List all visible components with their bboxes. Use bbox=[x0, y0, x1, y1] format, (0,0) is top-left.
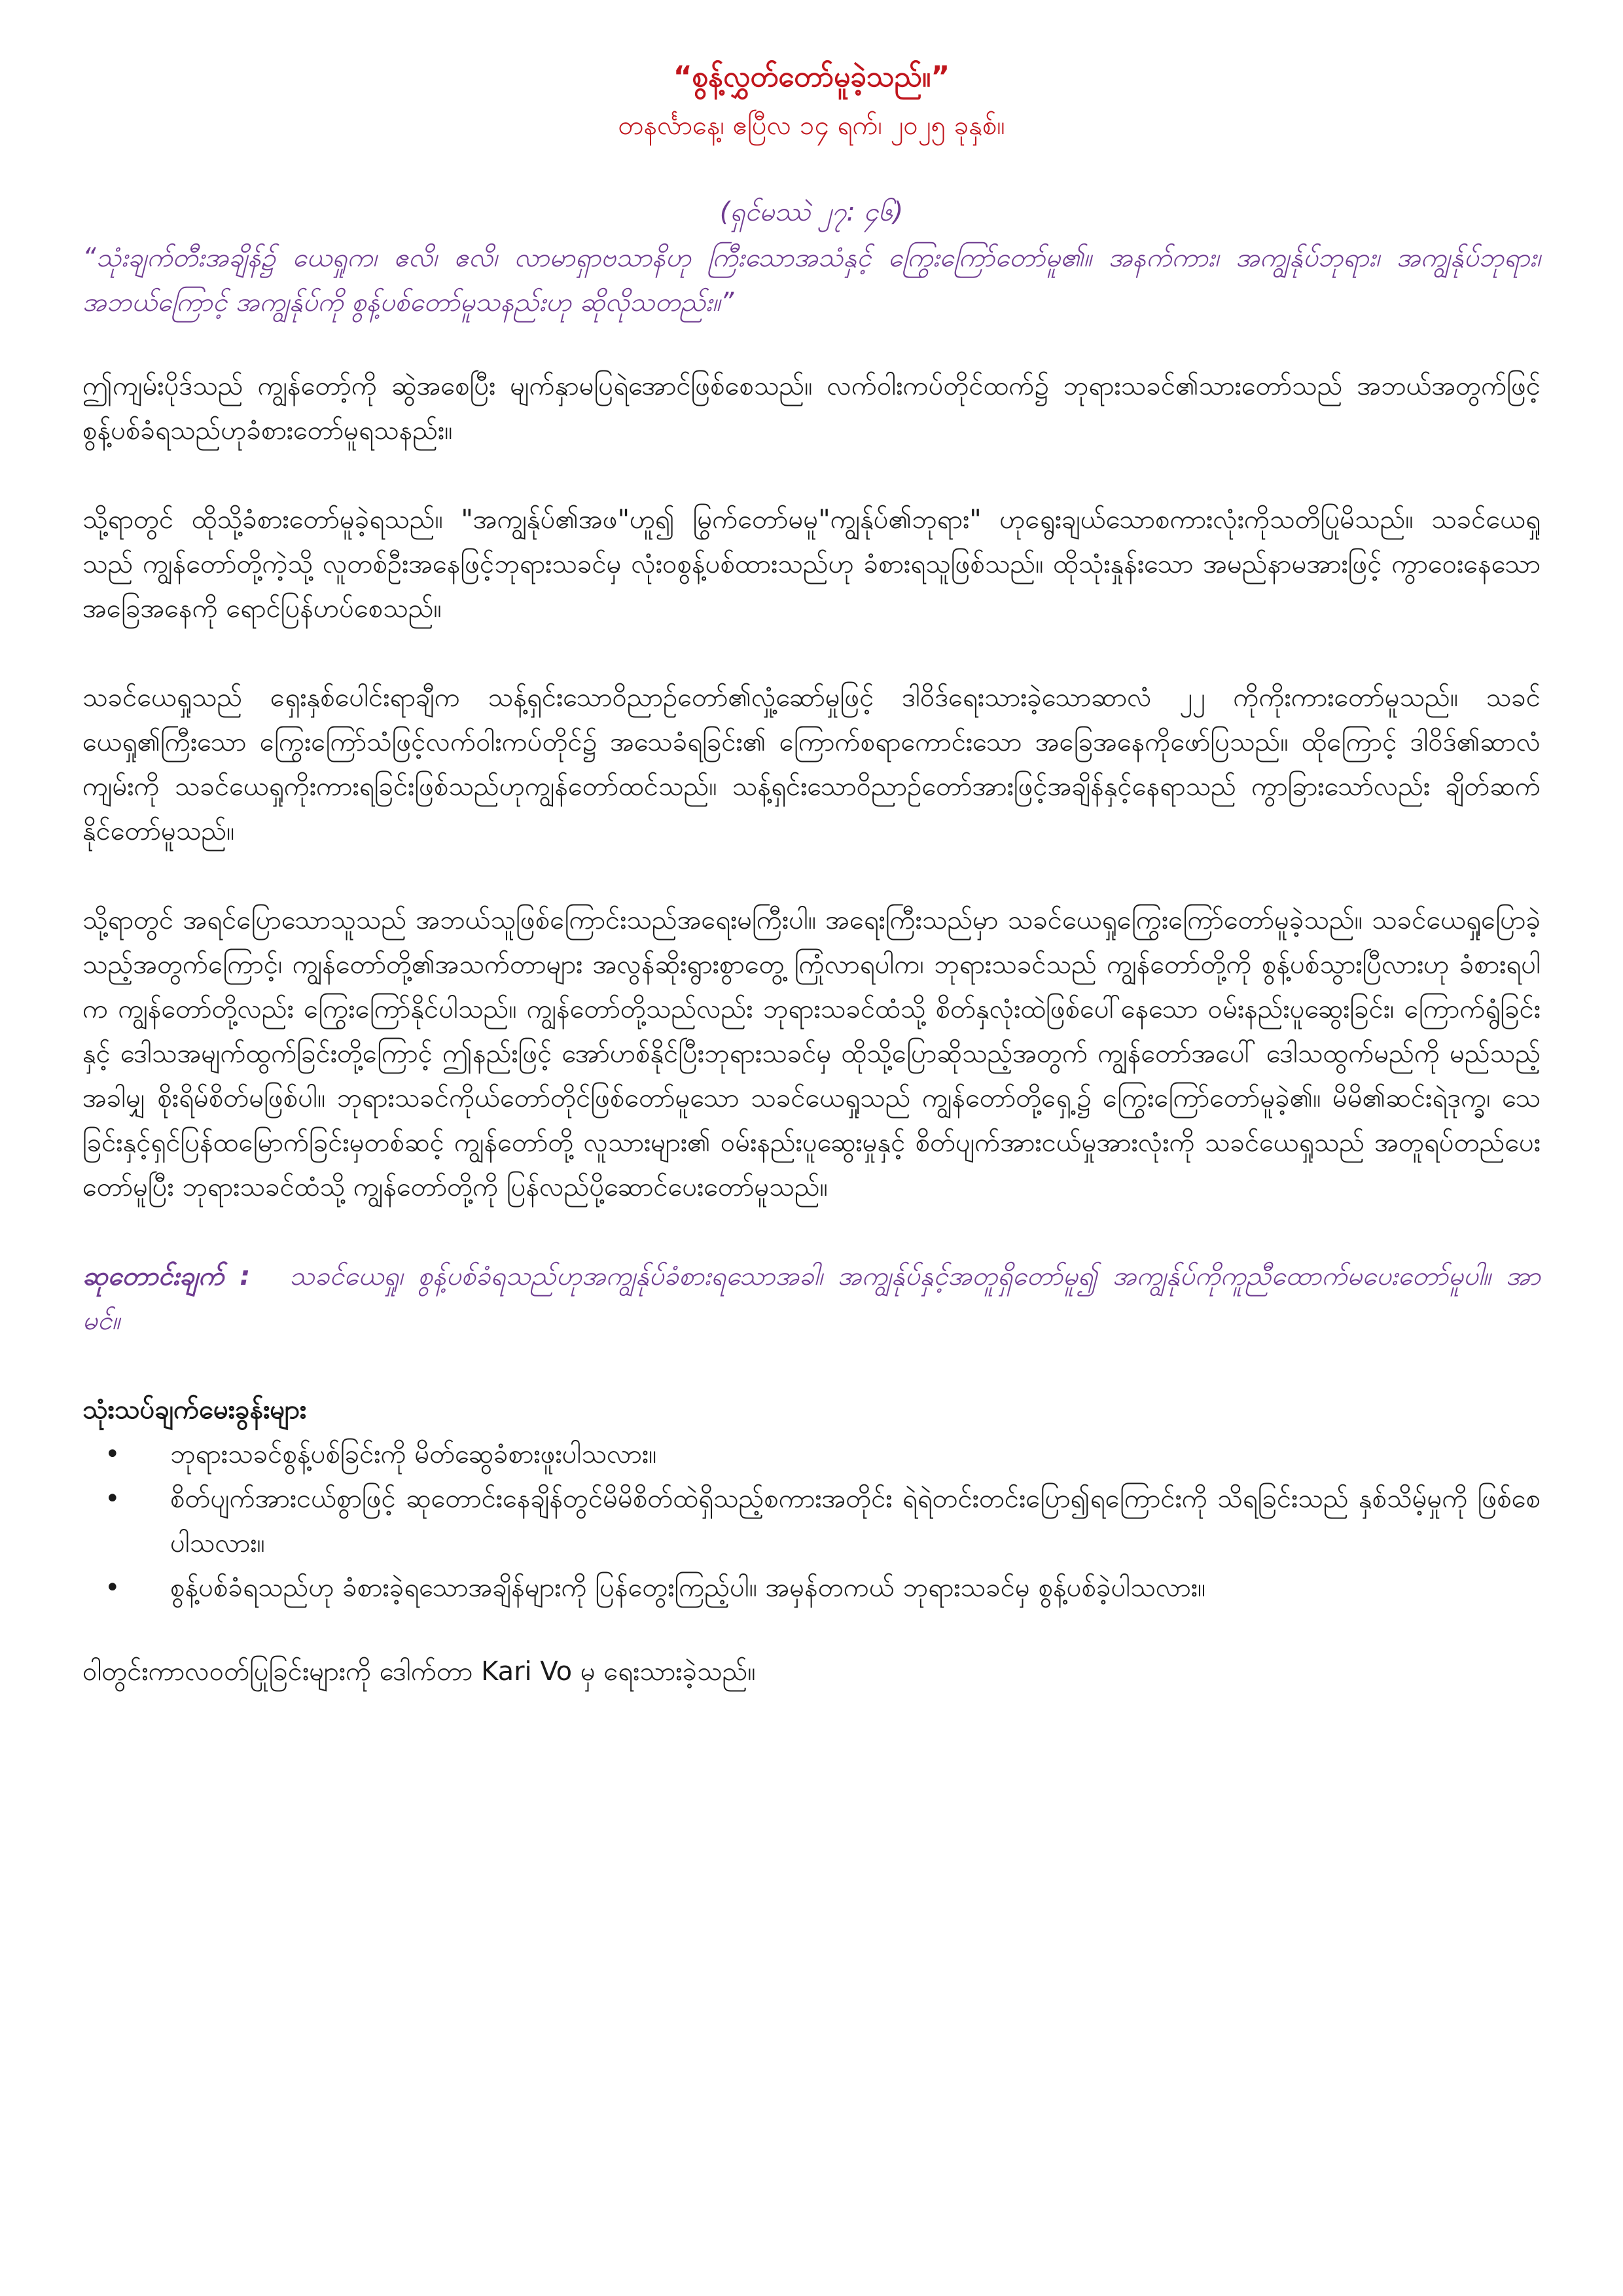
question-item bbox=[82, 1477, 1541, 1566]
prayer-text: သခင်ယေရှု၊ စွန့်ပစ်ခံရသည်ဟုအကျွန်ုပ်ခံစားရသောအခါ၊ အကျွန်ုပ်နှင့်အတူရှိတော်မူ၍ အကျွန်ုပ်ကိုကူညီထောက်မပေးတော်မူပါ။ အာမင်။ bbox=[82, 1261, 1541, 1336]
body-paragraph-2: သို့ရာတွင် ထိုသို့ခံစားတော်မူခဲ့ရသည်။ "အကျွန်ုပ်၏အဖ"ဟူ၍ မြွက်တော်မမူ"ကျွန်ုပ်၏ဘုရား" ဟုရွေးချယ်သောစကားလုံးကိုသတိပြုမိသည်။ သခင်ယေရှုသည် ကျွန်တော်တို့ကဲ့သို့ လူတစ်ဦးအနေဖြင့်ဘုရားသခင်မှ လုံးဝစွန့်ပစ်ထားသည်ဟု ခံစားရသူဖြစ်သည်။ ထိုသုံးနှုန်းသော အမည်နာမအားဖြင့် ကွာဝေးနေသောအခြေအနေကို ရောင်ပြန်ဟပ်စေသည်။ bbox=[82, 505, 1541, 624]
scripture-reference: (ရှင်မဿဲ ၂၇: ၄၆) bbox=[719, 197, 904, 227]
question-text: စိတ်ပျက်အားငယ်စွာဖြင့် ဆုတောင်းနေချိန်တွင်မိမိစိတ်ထဲရှိသည့်စကားအတိုင်း ရဲရဲတင်းတင်းပြော၍ရကြောင်းကို သိရခြင်းသည် နှစ်သိမ့်မှုကို ဖြစ်စေပါသလား။ bbox=[170, 1484, 1541, 1558]
questions-list bbox=[82, 1432, 1541, 1610]
date-line: တနင်္လာနေ့၊ ဧပြီလ ၁၄ ရက်၊ ၂၀၂၅ ခုနှစ်။ bbox=[618, 111, 1005, 141]
bullet-icon: • bbox=[105, 1573, 120, 1603]
question-item bbox=[82, 1432, 1541, 1477]
question-item bbox=[82, 1566, 1541, 1610]
bullet-icon: • bbox=[105, 1484, 120, 1514]
question-text: စွန့်ပစ်ခံရသည်ဟု ခံစားခဲ့ရသောအချိန်များကို ပြန်တွေးကြည့်ပါ။ အမှန်တကယ် ဘုရားသခင်မှ စွန့်ပစ်ခဲ့ပါသလား။ bbox=[170, 1573, 1206, 1603]
question-text: ဘုရားသခင်စွန့်ပစ်ခြင်းကို မိတ်ဆွေခံစားဖူးပါသလား။ bbox=[170, 1439, 657, 1469]
body-paragraph-1: ဤကျမ်းပိုဒ်သည် ကျွန်တော့်ကို ဆွဲအစေပြီး မျက်နှာမပြရဲအောင်ဖြစ်စေသည်။ လက်ဝါးကပ်တိုင်ထက်၌ ဘုရားသခင်၏သားတော်သည် အဘယ်အတွက်ဖြင့်စွန့်ပစ်ခံရသည်ဟုခံစားတော်မူရသနည်း။ bbox=[82, 371, 1541, 446]
page-title: “စွန့်လွှတ်တော်မူခဲ့သည်။” bbox=[673, 60, 950, 94]
body-paragraph-3: သခင်ယေရှုသည် ရှေးနှစ်ပေါင်းရာချီက သန့်ရှင်းသောဝိညာဉ်တော်၏လှုံ့ဆော်မှုဖြင့် ဒါဝိဒ်ရေးသားခဲ့သောဆာလံ ၂၂ ကိုကိုးကားတော်မူသည်။ သခင်ယေရှု၏ကြီးသော ကြွေးကြော်သံဖြင့်လက်ဝါးကပ်တိုင်၌ အသေခံရခြင်း၏ ကြောက်စရာကောင်းသော အခြေအနေကိုဖော်ပြသည်။ ထိုကြောင့် ဒါဝိဒ်၏ဆာလံကျမ်းကို သခင်ယေရှုကိုးကားရခြင်းဖြစ်သည်ဟုကျွန်တော်ထင်သည်။ သန့်ရှင်းသောဝိညာဉ်တော်အားဖြင့်အချိန်နှင့်နေရာသည် ကွာခြားသော်လည်း ချိတ်ဆက်နိုင်တော်မူသည်။ bbox=[82, 683, 1541, 846]
body-paragraph-4: သို့ရာတွင် အရင်ပြောသောသူသည် အဘယ်သူဖြစ်ကြောင်းသည်အရေးမကြီးပါ။ အရေးကြီးသည်မှာ သခင်ယေရှုကြွေးကြော်တော်မူခဲ့သည်။ သခင်ယေရှုပြောခဲ့သည့်အတွက်ကြောင့်၊ ကျွန်တော်တို့၏အသက်တာများ အလွန်ဆိုးရွားစွာတွေ့ ကြုံလာရပါက၊ ဘုရားသခင်သည် ကျွန်တော်တို့ကို စွန့်ပစ်သွားပြီလားဟု ခံစားရပါက ကျွန်တော်တို့လည်း ကြွေးကြော်နိုင်ပါသည်။ ကျွန်တော်တို့သည်လည်း ဘုရားသခင်ထံသို့ စိတ်နှလုံးထဲဖြစ်ပေါ်နေသော ဝမ်းနည်းပူဆွေးခြင်း၊ ကြောက်ရွံခြင်းနှင့် ဒေါသအမျက်ထွက်ခြင်းတို့ကြောင့် ဤနည်းဖြင့် အော်ဟစ်နိုင်ပြီးဘုရားသခင်မှ ထိုသို့ပြောဆိုသည့်အတွက် ကျွန်တော်အပေါ် ဒေါသထွက်မည်ကို မည်သည့်အခါမျှ စိုးရိမ်စိတ်မဖြစ်ပါ။ ဘုရားသခင်ကိုယ်တော်တိုင်ဖြစ်တော်မူသော သခင်ယေရှုသည် ကျွန်တော်တို့ရှေ့၌ ကြွေးကြော်တော်မူခဲ့၏။ မိမိ၏ဆင်းရဲဒုက္ခ၊ သေခြင်းနှင့်ရှင်ပြန်ထမြောက်ခြင်းမှတစ်ဆင့် ကျွန်တော်တို့ လူသားများ၏ ဝမ်းနည်းပူဆွေးမှုနှင့် စိတ်ပျက်အားငယ်မှုအားလုံးကို သခင်ယေရှုသည် အတူရပ်တည်ပေးတော်မူပြီး ဘုရားသခင်ထံသို့ ကျွန်တော်တို့ကို ပြန်လည်ပို့ဆောင်ပေးတော်မူသည်။ bbox=[82, 905, 1541, 1202]
prayer-block bbox=[82, 1254, 1541, 1343]
author-footer: ဝါတွင်းကာလဝတ်ပြုခြင်းများကို ဒေါက်တာ Kari Vo မှ ရေးသားခဲ့သည်။ bbox=[82, 1657, 756, 1687]
bullet-icon: • bbox=[105, 1439, 120, 1469]
document-page bbox=[82, 52, 1541, 1694]
prayer-label: ဆုတောင်းချက် : bbox=[82, 1261, 251, 1291]
questions-heading: သုံးသပ်ချက်မေးခွန်းများ bbox=[82, 1395, 307, 1425]
scripture-verse: “သုံးချက်တီးအချိန်၌ ယေရှုက၊ ဧလိ၊ ဧလိ၊ လာမာရှာဗသာနိဟု ကြီးသောအသံနှင့် ကြွေးကြော်တော်မူ၏။ အနက်ကား၊ အကျွန်ုပ်ဘုရား၊ အကျွန်ုပ်ဘုရား၊ အဘယ်ကြောင့် အကျွန်ုပ်ကို စွန့်ပစ်တော်မူသနည်းဟု ဆိုလိုသတည်း။” bbox=[82, 243, 1541, 317]
